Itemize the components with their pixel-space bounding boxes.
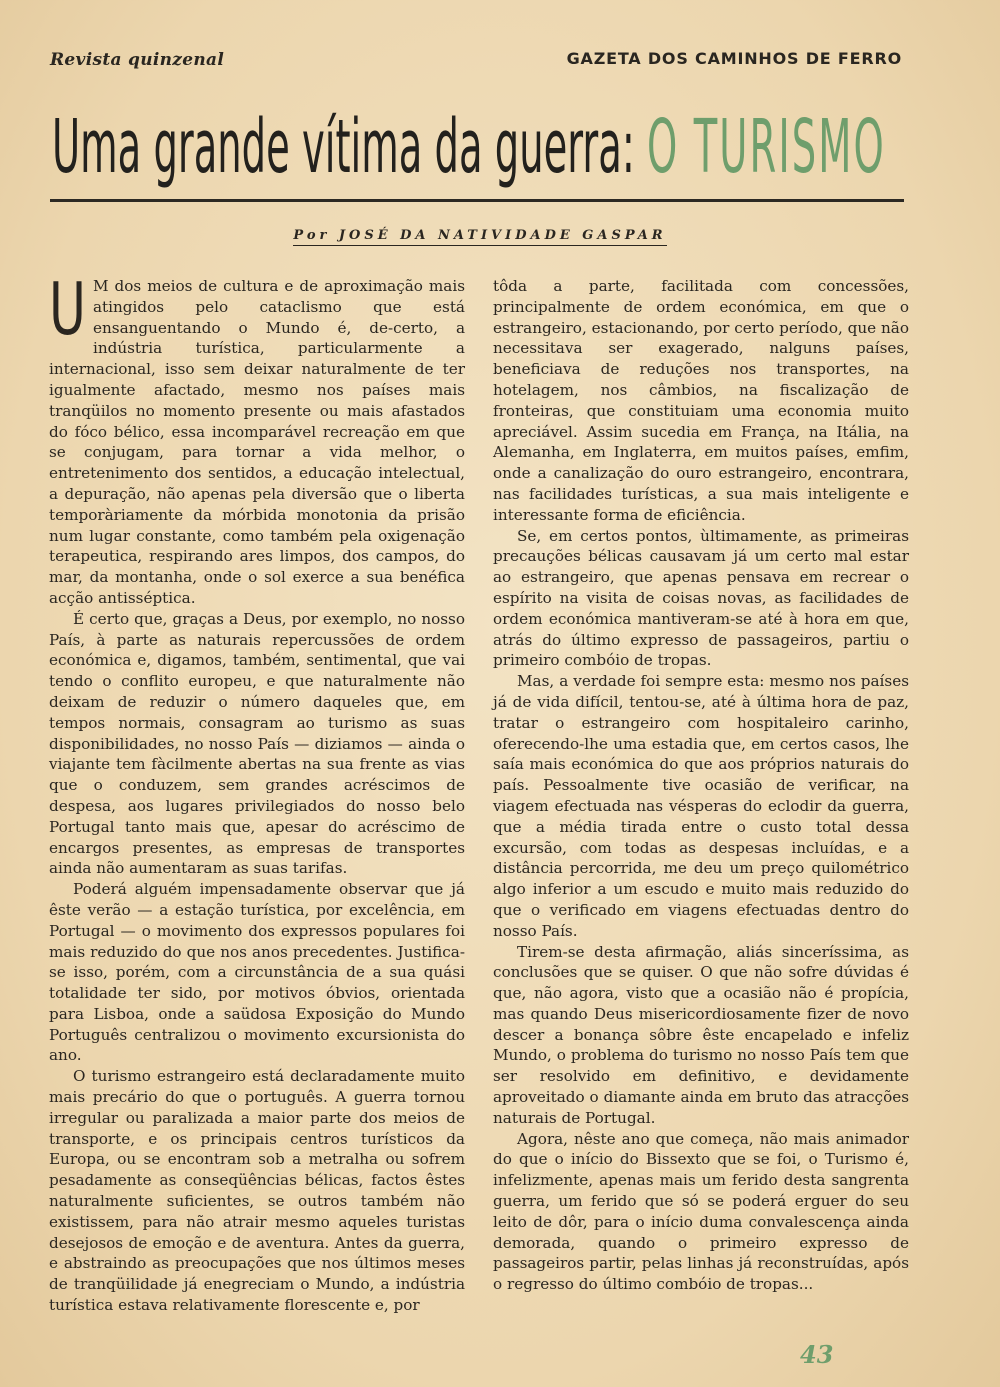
paragraph: Se, em certos pontos, ùltimamente, as primeiras precauções bélicas causavam já um certo mal estar ao estrangeiro, que apenas pensava em recrear o espírito na visita de coisas novas, as facilidades de ordem económica mantiveram-se até à hora em que, atrás do último expresso de passageiros, partiu o primeiro combóio de tropas. — [493, 526, 909, 670]
paragraph — [49, 267, 465, 609]
paragraph: Tirem-se desta afirmação, aliás sinceríssima, as conclusões que se quiser. O que não sofre dúvidas é que, não agora, visto que a ocasião não é propícia, mas quando Deus misericordiosamente fizer de novo descer a bonança sôbre êste encapelado e infeliz Mundo, o problema do turismo no nosso País tem que ser resolvido em definitivo, e devidamente aproveitado o diamante ainda em bruto das atracções naturais de Portugal. — [493, 942, 909, 1127]
publication-title: GAZETA DOS CAMINHOS DE FERRO — [566, 49, 902, 68]
article-title — [52, 100, 912, 195]
paragraph: tôda a parte, facilitada com concessões, principalmente de ordem económica, em que o estrangeiro, estacionando, por certo período, que não necessitava ser exagerado, nalguns países, beneficiava de reduções nos transportes, na hotelagem, nos câmbios, na fiscalização de fronteiras, que constituiam uma economia muito apreciável. Assim sucedia em França, na Itália, na Alemanha, em Inglaterra, em muitos países, emfim, onde a canalização do ouro estrangeiro, encontrara, nas facilidades turísticas, a sua mais inteligente e interessante forma de eficiência. — [493, 277, 909, 524]
paragraph: Agora, nêste ano que começa, não mais animador do que o início do Bissexto que se foi, o Turismo é, infelizmente, apenas mais um ferido desta sangrenta guerra, um ferido que só se poderá erguer do seu leito de dôr, para o início duma convalescença ainda demorada, quando o primeiro expresso de passageiros partir, pelas linhas já reconstruídas, após o regresso do último combóio de tropas... — [493, 1129, 909, 1294]
paragraph: O turismo estrangeiro está declaradamente muito mais precário do que o português. A guerra tornou irregular ou paralizada a maior parte dos meios de transporte, e os principais centros turísticos da Europa, ou se encontram sob a metralha ou sofrem pesadamente as conseqüências bélicas, factos êstes naturalmente suficientes, se outros também não existissem, para não atrair mesmo aqueles turistas desejosos de emoção e de aventura. Antes da guerra, e abstraindo as preocupações que nos últimos meses de tranqüilidade já enegreciam o Mundo, a indústria turística estava relativamente florescente e, por — [49, 1067, 465, 1315]
title-rule — [50, 199, 904, 202]
paragraph: É certo que, graças a Deus, por exemplo, no nosso País, à parte as naturais repercussões de ordem económica e, digamos, também, sentimental, que vai tendo o conflito europeu, e que naturalmente não deixam de reduzir o número daqueles que, em tempos normais, consagram ao turismo as suas disponibilidades, no nosso País — diziamos — ainda o viajante tem fàcilmente abertas na sua frente as vias que o conduzem, sem grandes acréscimos de despesa, aos lugares privilegiados do nosso belo Portugal tanto mais que, apesar do acréscimo de encargos presentes, as empresas de transportes ainda não aumentaram as suas tarifas. — [49, 609, 465, 878]
byline-text: Por JOSÉ DA NATIVIDADE GASPAR — [293, 228, 666, 246]
publication-frequency: Revista quinzenal — [50, 50, 225, 70]
paragraph: Mas, a verdade foi sempre esta: mesmo nos países já de vida difícil, tentou-se, até à última hora de paz, tratar o estrangeiro com hospitaleiro carinho, oferecendo-lhe uma estadia que, em certos casos, lhe saía mais económica do que aos próprios naturais do país. Pessoalmente tive ocasião de verificar, na viagem efectuada nas vésperas do eclodir da guerra, que a média tirada entre o custo total dessa excursão, com todas as despesas incluídas, e a distância percorrida, me deu um preço quilométrico algo inferior a um escudo e muito mais reduzido do que o verificado em viagens efectuadas dentro do nosso País. — [493, 672, 909, 940]
title-highlight: O TURISMO — [647, 104, 886, 190]
paragraph-text: M dos meios de cultura e de aproximação mais atingidos pelo cataclismo que está ensanguentando o Mundo é, de-certo, a indústria turística, particularmente a internacional, isso sem deixar naturalmente de ter igualmente afactado, mesmo nos países mais tranqüilos no momento presente ou mais afastados do fóco bélico, essa incomparável recreação em que se conjugam, para tornar a vida melhor, o entretenimento dos sentidos, a educação intelectual, a depuração, não apenas pela diversão que o liberta temporàriamente da mórbida monotonia da prisão num lugar constante, como também pela oxigenação terapeutica, respirando ares limpos, dos campos, do mar, da montanha, onde o sol exerce a sua benéfica acção antisséptica. — [49, 277, 465, 607]
left-column — [49, 267, 465, 1316]
page-number: 43 — [800, 1340, 834, 1369]
title-main: Uma grande vítima da guerra: — [52, 104, 635, 190]
drop-cap: U — [49, 267, 86, 351]
right-column — [493, 276, 909, 1295]
paragraph: Poderá alguém impensadamente observar que já êste verão — a estação turística, por excelência, em Portugal — o movimento dos expressos populares foi mais reduzido do que nos anos precedentes. Justifica-se isso, porém, com a circunstância de a sua quási totalidade ter sido, por motivos óbvios, orientada para Lisboa, onde a saüdosa Exposição do Mundo Português centralizou o movimento excursionista do ano. — [49, 880, 465, 1065]
byline — [0, 228, 960, 243]
